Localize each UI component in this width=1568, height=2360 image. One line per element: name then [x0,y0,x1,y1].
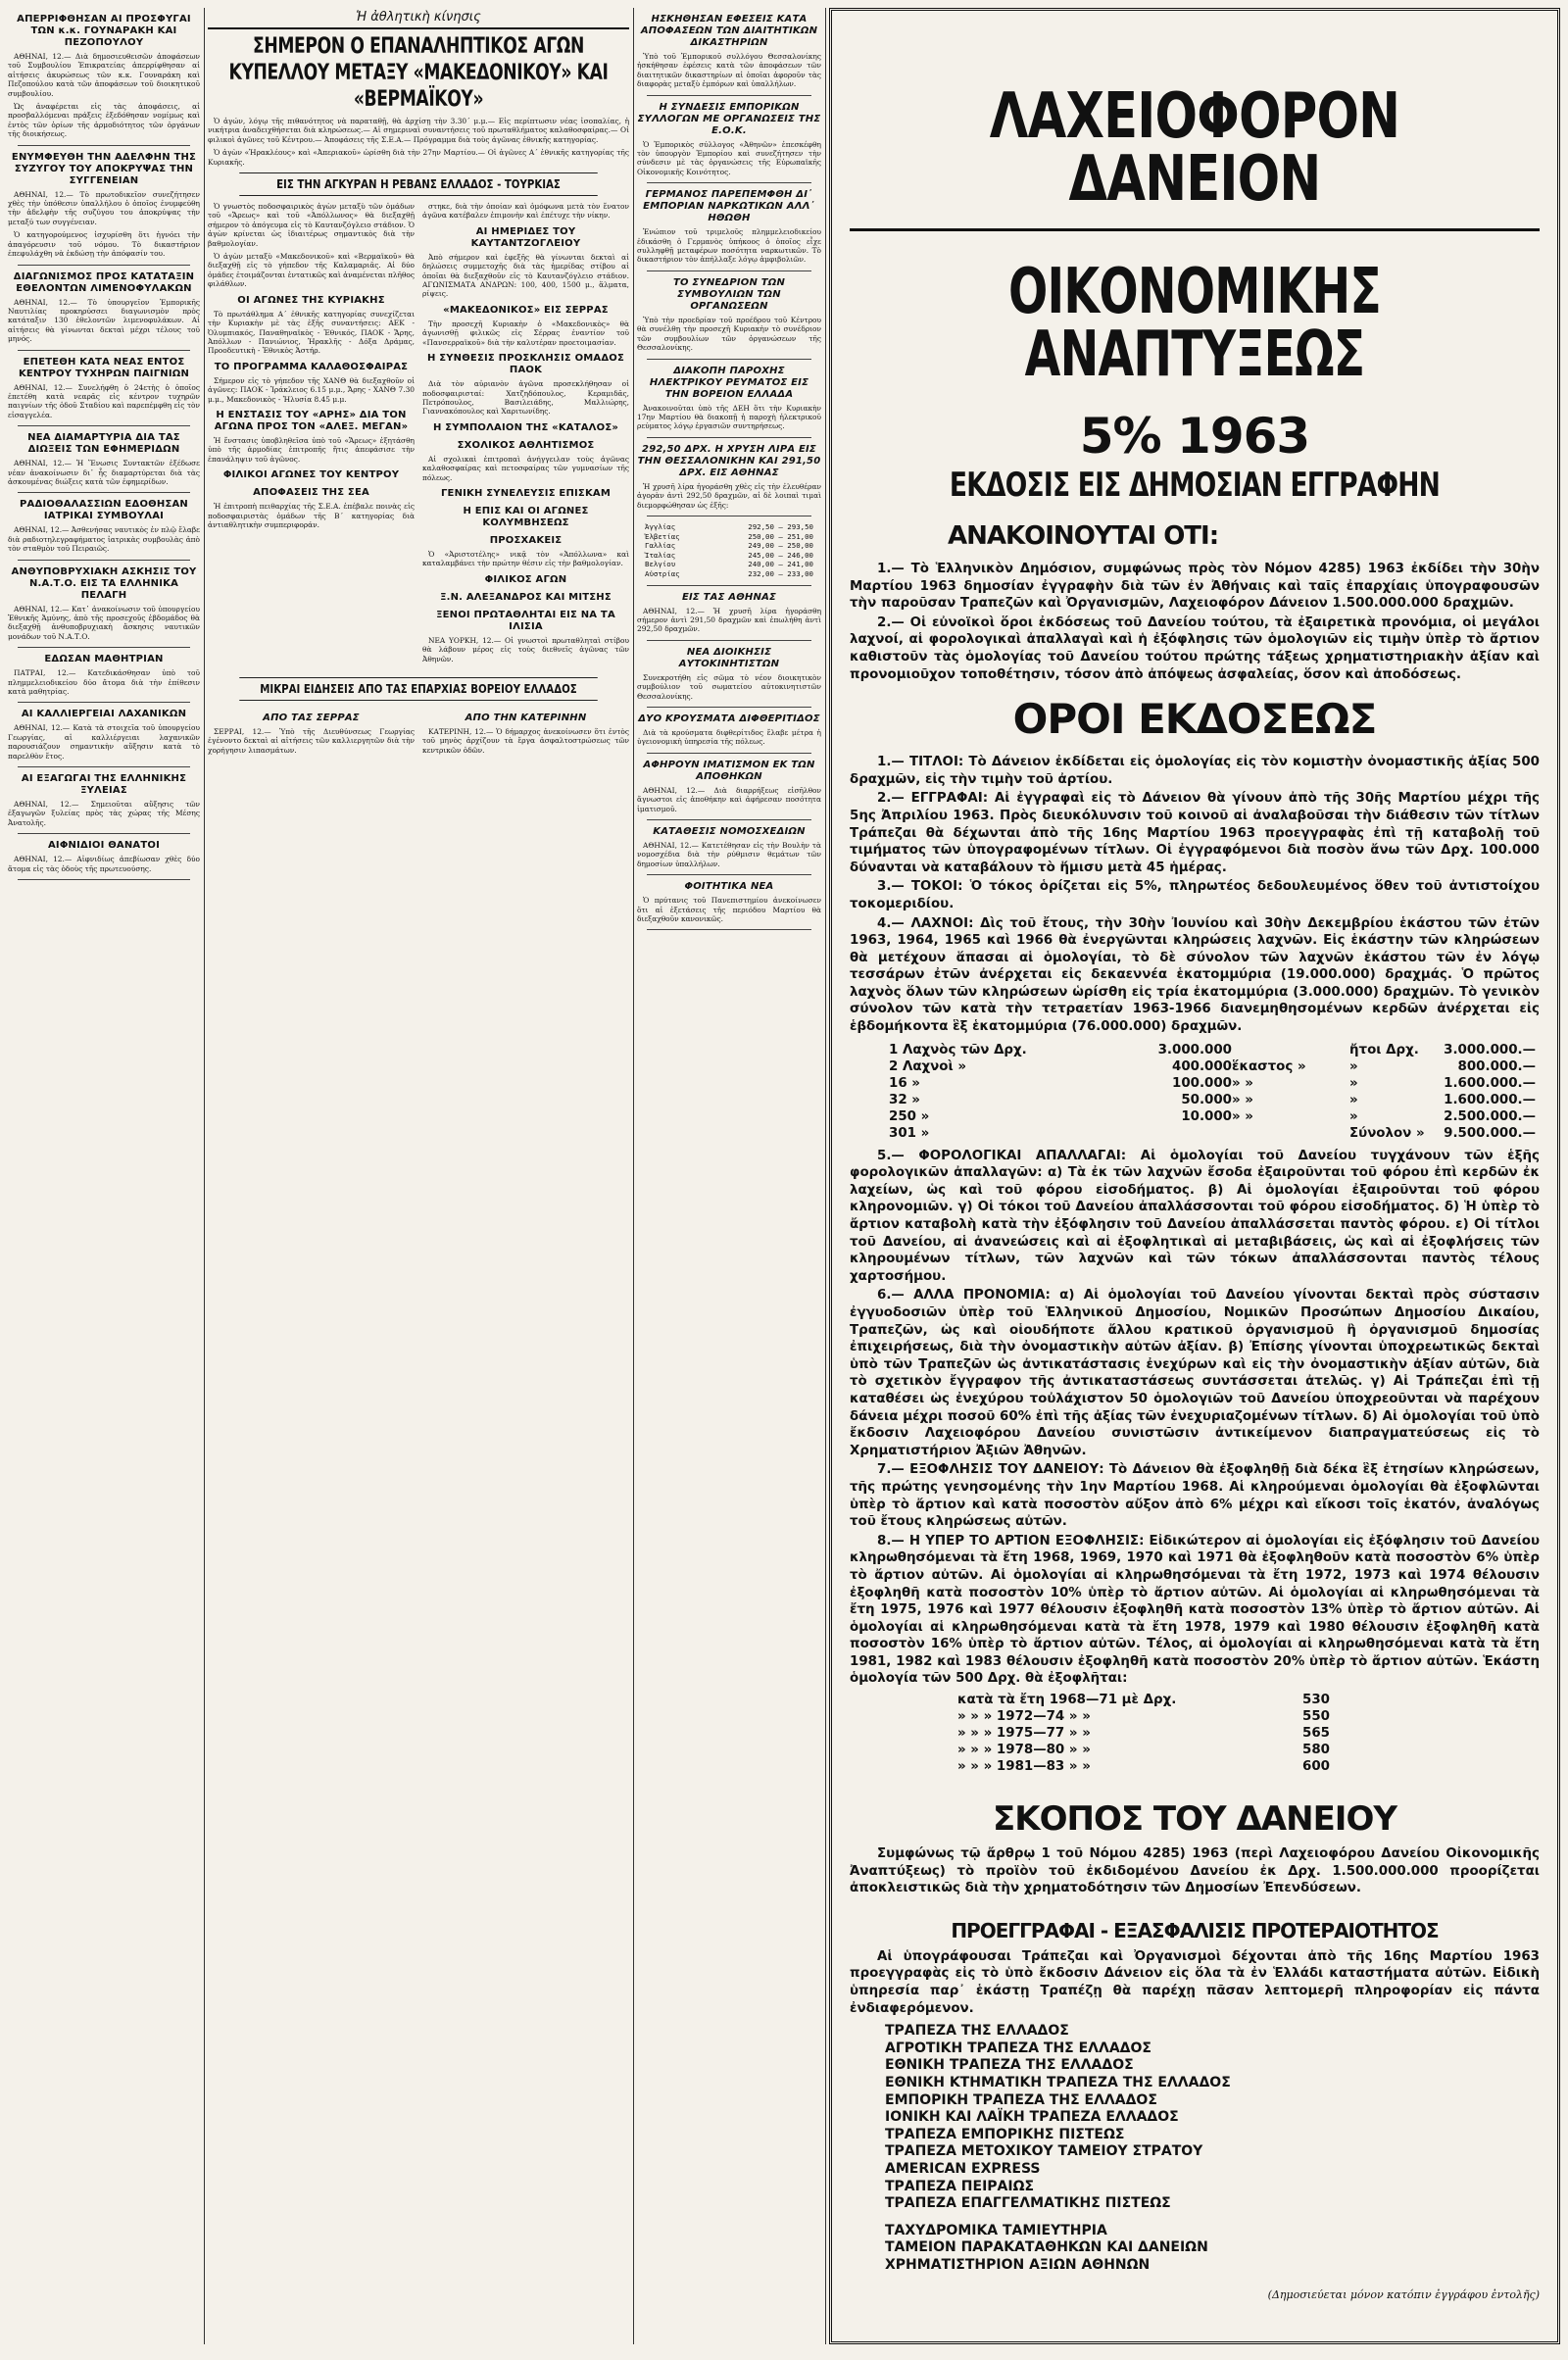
ad-announce: ΑΝΑΚΟΙΝΟΥΤΑΙ ΟΤΙ: [948,521,1219,551]
gold-price-row [645,551,813,561]
prize-cell: 800.000.— [1457,1058,1536,1074]
redemption-row [957,1758,1540,1775]
section-masthead: Ἡ ἀθλητικὴ κίνησις [208,8,629,29]
prize-cell: 1.600.000.— [1444,1075,1536,1091]
subhead: Η ΕΠΙΣ ΚΑΙ ΟΙ ΑΓΩΝΕΣ ΚΟΛΥΜΒΗΣΕΩΣ [463,505,589,528]
prize-cell: 301 » [889,1125,930,1141]
subhead: Ξ.Ν. ΑΛΕΞΑΝΔΡΟΣ ΚΑΙ ΜΙΤΣΗΣ [440,591,612,603]
ad-prereg-text: Αἱ ὑπογράφουσαι Τράπεζαι καὶ Ὀργανισμοὶ δέχονται ἀπὸ τῆς 16ης Μαρτίου 1963 προεγγραφὰς εἰς τὸ ὑπὸ ἔκδοσιν Δάνειον εἰς ὅλα τὰ ἐν Ἑλλάδι καταστήματα αὐτῶν. Εἰδικὴ ὑπηρεσία παρ᾿ ἑκάστῃ Τραπέζῃ θὰ παρέχῃ πᾶσαν λεπτομερῆ πληροφορίαν εἰς πάντα ἐνδιαφερόμενον. [850,1948,1540,2016]
redemption-table [957,1692,1540,1775]
prize-row [889,1058,1540,1075]
ad-term-paragraph: 4.— ΛΑΧΝΟΙ: Δὶς τοῦ ἔτους, τὴν 30ὴν Ἰουνίου καὶ 30ὴν Δεκεμβρίου ἑκάστου τῶν ἐτῶν 1963, 1964, 1965 καὶ 1966 θὰ ἐνεργῶνται κληρώσεις λαχνῶν. Εἰς ἑκάστην τῶν κληρώσεων θὰ μετέχουν ἅπασαι αἱ ὁμολογίαι, τὸ δὲ σύνολον τῶν λαχνῶν ἑκάστου τῶν ἐν λόγῳ τεσσάρων ἐτῶν ἀνέρχεται εἰς δεκαεννέα ἑκατομμύρια (19.000.000) δραχμάς. Ὁ πρῶτος λαχνὸς ὅλων τῶν κληρώσεων ὡρίσθη εἰς τρία ἑκατομμύρια (3.000.000) δραχμῶν. Τὸ γενικὸν σύνολον τῶν κατὰ τὴν τετραετίαν 1963-1966 διανεμηθησομένων κερδῶν ἀνέρχεται εἰς ἑβδομήκοντα ἓξ ἑκατομμύρια (76.000.000) δραχμῶν. [850,915,1540,1035]
article-text: Ὑπὸ τὴν προεδρίαν τοῦ προέδρου τοῦ Κέντρου θὰ συνέλθῃ τὴν προσεχῆ Κυριακὴν τὸ συνέδριον τῶν συμβουλίων τῶν ὀργανώσεων τῆς Θεσσαλονίκης. [637,315,821,353]
article-divider [18,647,190,648]
article-title: ΑΠΕΡΡΙΦΘΗΣΑΝ ΑΙ ΠΡΟΣΦΥΓΑΙ ΤΩΝ κ.κ. ΓΟΥΝΑΡΑΚΗ ΚΑΙ ΠΕΖΟΠΟΥΛΟΥ [17,14,191,48]
article-text: Ἀπὸ σήμερον καὶ ἐφεξῆς θὰ γίνωνται δεκταὶ αἱ δηλώσεις συμμετοχῆς διὰ τὰς ἡμερίδας στίβου αἱ ὁποῖαι θὰ διεξαχθοῦν εἰς τὸ Καυτανζόγλειο στάδιον. ΑΓΩΝΙΣΜΑΤΑ ΑΝΔΡΩΝ: 100, 400, 1500 μ., ἅλματα, ρίψεις. [422,252,629,299]
underwriting-banks [885,2023,1540,2213]
article-divider [18,350,190,351]
redemption-amount: 550 [1302,1709,1330,1725]
prize-cell: 1 Λαχνὸς τῶν Δρχ. [889,1042,1027,1057]
column-rule [204,8,205,2344]
gold-coin-name: Γαλλίας [645,541,676,551]
ad-title-economic-development: ΟΙΚΟΝΟΜΙΚΗΣ ΑΝΑΠΤΥΞΕΩΣ [1007,256,1382,391]
subhead: ΟΙ ΑΓΩΝΕΣ ΤΗΣ ΚΥΡΙΑΚΗΣ [237,294,385,306]
column-briefs [8,8,200,2344]
article-divider [647,359,811,360]
article-divider [647,437,811,438]
newspaper-page [8,8,1560,2344]
bank-name: AMERICAN EXPRESS [885,2160,1041,2177]
prize-row [889,1108,1540,1125]
article-text: ΑΘΗΝΑΙ, 12.— Κατ᾿ ἀνακοίνωσιν τοῦ ὑπουργείου Ἐθνικῆς Ἀμύνης, ἀπὸ τῆς προσεχοῦς ἑβδομάδος θὰ διεξαχθῇ ἀνθυποβρυχιακὴ ἄσκησις ναυτικῶν μονάδων τοῦ Ν.Α.Τ.Ο. [8,604,200,641]
subhead: Η ΕΝΣΤΑΣΙΣ ΤΟΥ «ΑΡΗΣ» ΔΙΑ ΤΟΝ ΑΓΩΝΑ ΠΡΟΣ ΤΟΝ «ΑΛΕΞ. ΜΕΓΑΝ» [214,409,409,432]
prize-cell: 50.000 [1181,1092,1232,1107]
article-title: Η ΣΥΝΔΕΣΙΣ ΕΜΠΟΡΙΚΩΝ ΣΥΛΛΟΓΩΝ ΜΕ ΟΡΓΑΝΩΣΕΙΣ ΤΗΣ Ε.Ο.Κ. [637,101,821,136]
subhead: Η ΣΥΝΘΕΣΙΣ ΠΡΟΣΚΛΗΣΙΣ ΟΜΑΔΟΣ ΠΑΟΚ [426,353,625,376]
redemption-period: κατὰ τὰ ἔτη 1968—71 μὲ Δρχ. [957,1693,1177,1708]
bank-name: ΤΡΑΠΕΖΑ ΠΕΙΡΑΙΩΣ [885,2178,1035,2194]
subhead: «ΜΑΚΕΔΟΝΙΚΟΣ» ΕΙΣ ΣΕΡΡΑΣ [443,304,609,316]
article-text: ΑΘΗΝΑΙ, 12.— Διὰ διαρρήξεως εἰσῆλθον ἄγνωστοι εἰς ἀποθήκην καὶ ἀφήρεσαν ποσότητα ἱματισμοῦ. [637,785,821,813]
article-text: Ἐνώπιον τοῦ τριμελοῦς πλημμελειοδικείου ἐδικάσθη ὁ Γερμανὸς ὑπήκοος ὁ ὁποῖος εἶχε συλληφθῇ μεταφέρων ποσότητα ναρκωτικῶν. Τὸ δικαστήριον τὸν ἀπήλλαξε λόγῳ ἀμφιβολιῶν. [637,227,821,265]
ad-term-paragraph: 3.— ΤΟΚΟΙ: Ὁ τόκος ὁρίζεται εἰς 5%, πληρωτέος δεδουλευμένος ὅθεν τοῦ ἀντιστοίχου τοκομεριδίου. [850,879,1540,911]
redemption-row [957,1692,1540,1708]
prize-cell: 2 Λαχνοὶ » [889,1058,967,1074]
subhead: ΤΟ ΠΡΟΓΡΑΜΜΑ ΚΑΛΑΘΟΣΦΑΙΡΑΣ [214,361,409,372]
article-title: ΝΕΑ ΔΙΟΙΚΗΣΙΣ ΑΥΤΟΚΙΝΗΤΙΣΤΩΝ [678,646,780,669]
redemption-amount: 580 [1302,1743,1330,1758]
institution-name: ΤΑΧΥΔΡΟΜΙΚΑ ΤΑΜΙΕΥΤΗΡΙΑ [885,2222,1107,2238]
article-title: ΔΙΑΓΩΝΙΣΜΟΣ ΠΡΟΣ ΚΑΤΑΤΑΞΙΝ ΕΘΕΛΟΝΤΩΝ ΛΙΜΕΝΟΦΥΛΑΚΩΝ [13,270,195,294]
lottery-prize-table [889,1042,1540,1142]
article-divider [647,182,811,183]
article-title: ΦΟΙΤΗΤΙΚΑ ΝΕΑ [684,881,774,893]
article-text: ΑΘΗΝΑΙ, 12.— Συνελήφθη ὁ 24ετὴς ὁ ὁποῖος ἐπετέθη κατὰ νεαρᾶς εἰς κέντρον τυχηρῶν παιγνίων τῆς ὁδοῦ Σταδίου καὶ παρεπέμφθη εἰς τὸν εἰσαγγελέα. [8,382,200,419]
sports-headline: ΣΗΜΕΡΟΝ Ο ΕΠΑΝΑΛΗΠΤΙΚΟΣ ΑΓΩΝ ΚΥΠΕΛΛΟΥ ΜΕΤΑΞΥ «ΜΑΚΕΔΟΝΙΚΟΥ» ΚΑΙ «ΒΕΡΜΑΪΚΟΥ» [228,34,609,112]
article-divider [18,560,190,561]
prize-cell: ἕκαστος » [1232,1058,1306,1074]
prize-cell: 2.500.000.— [1444,1108,1536,1124]
ad-term-paragraph: 5.— ΦΟΡΟΛΟΓΙΚΑΙ ΑΠΑΛΛΑΓΑΙ: Αἱ ὁμολογίαι τοῦ Δανείου τυγχάνουν τῶν ἑξῆς φορολογικῶν ἀπαλλαγῶν: α) Τὰ ἐκ τῶν λαχνῶν ἔσοδα ἐξαιροῦνται τοῦ φόρου ἐπὶ κερδῶν ἐκ λαχείων, ὡς καὶ τοῦ φόρου εἰσοδήματος. β) Αἱ ὁμολογίαι ἐξαιροῦνται τοῦ φόρου κληρονομιῶν. γ) Οἱ τόκοι τοῦ Δανείου ἀπαλλάσσονται τοῦ φόρου εἰσοδήματος. δ) Ἡ ὑπὲρ τὸ ἄρτιον καταβολὴ κατὰ τὴν ἐξόφλησιν τοῦ Δανείου ἀπαλλάσσεται παντὸς φόρου. ε) Οἱ τίτλοι τοῦ Δανείου, αἱ ἀνανεώσεις καὶ αἱ ἐξοφλητικαὶ αἱ μεταβιβάσεις, ὡς καὶ αἱ ἐξοφλήσεις τῶν κληρουμένων τίτλων, τῶν λαχνῶν καὶ τῶν τόκων ἀπαλλάσσονται παντὸς τέλους χαρτοσήμου. [850,1148,1540,1284]
article-text: Ὡς ἀναφέρεται εἰς τὰς ἀποφάσεις, αἱ προσβαλλόμεναι πράξεις ἐξεδόθησαν νομίμως καὶ ἐντὸς τῶν ὁρίων τῆς ἁρμοδιότητος τῶν ὀργάνων τῆς διοικήσεως. [8,102,200,139]
subhead: ΦΙΛΙΚΟΙ ΑΓΩΝΕΣ ΤΟΥ ΚΕΝΤΡΟΥ [222,469,400,481]
prize-row [889,1125,1540,1142]
regional-text-serres: ΣΕΡΡΑΙ, 12.— Ὑπὸ τῆς Διευθύνσεως Γεωργίας ἐγένοντο δεκταὶ αἱ αἰτήσεις τῶν καλλιεργητῶν διὰ τὴν χορήγησιν λιπασμάτων. [208,726,415,755]
redemption-amount: 565 [1302,1726,1330,1742]
lead-text: Ὁ ἀγών, λόγῳ τῆς πιθανότητος νὰ παραταθῇ, θὰ ἀρχίσῃ τὴν 3.30΄ μ.μ.— Εἰς περίπτωσιν νέας ἰσοπαλίας, ἡ νικήτρια ἀναδειχθήσεται διὰ κληρώσεως.— Αἱ σημεριναὶ συναντήσεις τοῦ πρωταθλήματος καλαθοσφαίρας.— Οἱ φιλικοὶ ἀγῶνες τοῦ Κέντρου.— Ἀποφάσεις τῆς Σ.Ε.Α.— Πρόγραμμα διὰ τοὺς ἀγῶνας ἐθνικῆς κατηγορίας. [208,117,629,144]
prize-cell: » [1349,1108,1358,1124]
article-divider [647,707,811,708]
ad-title-lottery-loan: ΛΑΧΕΙΟΦΟΡΟΝ ΔΑΝΕΙΟΝ [989,80,1400,216]
ad-prereg-title: ΠΡΟΕΓΓΡΑΦΑΙ - ΕΞΑΣΦΑΛΙΣΙΣ ΠΡΟΤΕΡΑΙΟΤΗΤΟΣ [951,1918,1439,1942]
article-title: ΤΟ ΣΥΝΕΔΡΙΟΝ ΤΩΝ ΣΥΜΒΟΥΛΙΩΝ ΤΩΝ ΟΡΓΑΝΩΣΕΩΝ [672,276,786,312]
prize-cell: 100.000 [1172,1075,1232,1091]
article-text: Ὁ «Ἀριστοτέλης» νικᾷ τὸν «Ἀπόλλωνα» καὶ καταλαμβάνει τὴν πρώτην θέσιν εἰς τὴν βαθμολογίαν. [422,549,629,568]
prize-cell [1232,1125,1349,1142]
gold-price-row [645,560,813,569]
article-title: ΔΥΟ ΚΡΟΥΣΜΑΤΑ ΔΙΦΘΕΡΙΤΙΔΟΣ [638,713,820,724]
article-divider [18,492,190,493]
prize-cell: ἤτοι Δρχ. [1349,1042,1419,1057]
article-title: ΑΙ ΚΑΛΛΙΕΡΓΕΙΑΙ ΛΑΧΑΝΙΚΩΝ [21,709,187,720]
ad-terms-title: ΟΡΟΙ ΕΚΔΟΣΕΩΣ [1012,695,1377,744]
article-text: ΑΘΗΝΑΙ, 12.— Διὰ δημοσιευθεισῶν ἀποφάσεων τοῦ Συμβουλίου Ἐπικρατείας ἀπερρίφθησαν αἱ αἰτήσεις ἀκυρώσεως τῶν κ.κ. Γουναράκη καὶ Πεζοπούλου κατὰ τῶν ἀποφάσεων τοῦ διοικητικοῦ συμβουλίου. [8,52,200,98]
column-rule [633,8,634,2344]
article-divider [647,819,811,820]
bank-name: ΤΡΑΠΕΖΑ ΤΗΣ ΕΛΛΑΔΟΣ [885,2023,1069,2040]
subhead: Η ΣΥΜΠΟΛΑΙΟΝ ΤΗΣ «ΚΑΤΑΛΟΣ» [432,421,619,433]
article-text: Διὰ τὰ κρούσματα διφθερίτιδος ἔλαβε μέτρα ἡ ὑγειονομικὴ ὑπηρεσία τῆς πόλεως. [637,727,821,747]
prize-cell: 400.000 [1172,1058,1232,1074]
article-text: ΑΘΗΝΑΙ, 12.— Κατὰ τὰ στοιχεῖα τοῦ ὑπουργείου Γεωργίας, αἱ καλλιέργειαι λαχανικῶν παρουσιάζουν σημαντικὴν αὔξησιν κατὰ τὸ παρελθὸν ἔτος. [8,723,200,761]
prize-cell: 3.000.000.— [1444,1042,1536,1057]
prize-cell: 1.600.000.— [1444,1092,1536,1107]
article-divider [18,425,190,426]
gold-coin-name: Ἰταλίας [645,550,676,560]
article-title: ΗΣΚΗΘΗΣΑΝ ΕΦΕΣΕΙΣ ΚΑΤΑ ΑΠΟΦΑΣΕΩΝ ΤΩΝ ΔΙΑΙΤΗΤΙΚΩΝ ΔΙΚΑΣΤΗΡΙΩΝ [640,14,818,48]
article-text: Ὑπὸ τοῦ Ἐμπορικοῦ συλλόγου Θεσσαλονίκης ἠσκήθησαν ἐφέσεις κατὰ τῶν ἀποφάσεων τῶν διαιτητικῶν δικαστηρίων αἱ ὁποῖαι ἀφοροῦν τὰς διαφορὰς μεταξὺ ἐμπόρων καὶ ὑπαλλήλων. [637,52,821,89]
regional-title-katerini: ΑΠΟ ΤΗΝ ΚΑΤΕΡΙΝΗΝ [465,712,587,723]
article-text: ΑΘΗΝΑΙ, 12.— Τὸ ὑπουργεῖον Ἐμπορικῆς Ναυτιλίας προκηρύσσει διαγωνισμὸν πρὸς κατάταξιν 130 ἐθελοντῶν λιμενοφυλάκων. Αἱ αἰτήσεις θὰ γίνωνται δεκταὶ μέχρι τέλους τοῦ μηνός. [8,297,200,344]
column-sports [208,8,629,2344]
regional-title-serres: ΑΠΟ ΤΑΣ ΣΕΡΡΑΣ [263,712,360,723]
sports-subheadline: ΕΙΣ ΤΗΝ ΑΓΚΥΡΑΝ Η ΡΕΒΑΝΣ ΕΛΛΑΔΟΣ - ΤΟΥΡΚΙΑΣ [239,172,598,196]
article-text: Συνεκροτήθη εἰς σῶμα τὸ νέον διοικητικὸν συμβούλιον τοῦ σωματείου αὐτοκινητιστῶν Θεσσαλονίκης. [637,672,821,701]
prize-cell: 16 » [889,1075,920,1091]
article-text: ΑΘΗΝΑΙ, 12.— Ἀσθενήσας ναυτικὸς ἐν πλῷ ἔλαβε διὰ ραδιοτηλεγραφήματος ἰατρικὰς συμβουλὰς ἀπὸ τὸν σταθμὸν τοῦ Πειραιῶς. [8,525,200,554]
gold-coin-name: Ἀγγλίας [645,521,676,531]
article-text: Τὸ πρωτάθλημα Α΄ ἐθνικῆς κατηγορίας συνεχίζεται τὴν Κυριακὴν μὲ τὰς ἑξῆς συναντήσεις: ΑΕΚ - Ὀλυμπιακός, Παναθηναϊκὸς - Ἐθνικός, ΠΑΟΚ - Ἄρης, Ἀπόλλων - Πανιώνιος, Ἡρακλῆς - Δόξα Δράμας, Προοδευτικὴ - Ἐθνικὸς Ἀστήρ. [208,309,415,356]
bank-name: ΤΡΑΠΕΖΑ ΕΠΑΓΓΕΛΜΑΤΙΚΗΣ ΠΙΣΤΕΩΣ [885,2195,1171,2212]
institution-name: ΧΡΗΜΑΤΙΣΤΗΡΙΟΝ ΑΞΙΩΝ ΑΘΗΝΩΝ [885,2256,1151,2273]
ad-term-paragraph: 2.— ΕΓΓΡΑΦΑΙ: Αἱ ἐγγραφαὶ εἰς τὸ Δάνειον θὰ γίνουν ἀπὸ τῆς 30ῆς Μαρτίου μέχρι τῆς 5ης Ἀπριλίου 1963. Πρὸς διευκόλυνσιν τοῦ κοινοῦ αἱ ἀναλαβοῦσαι τὴν διάθεσιν τῶν τίτλων Τράπεζαι θὰ δέχωνται ἀπὸ τῆς 16ης Μαρτίου 1963 προεγγραφὰς ἐπὶ τῇ καταβολῇ τοῦ τιμήματος τῶν ὑπογραφομένων τίτλων. Οἱ ἐγγραφόμενοι διὰ ποσὸν ἄνω τῶν Δρχ. 100.000 δύνανται νὰ καταβάλουν τὸ ἥμισυ μετὰ 45 ἡμέρας. [850,791,1540,875]
ad-term-paragraph: 6.— ΑΛΛΑ ΠΡΟΝΟΜΙΑ: α) Αἱ ὁμολογίαι τοῦ Δανείου γίνονται δεκταὶ πρὸς σύστασιν ἐγγυοδοσιῶν ὑπὲρ τοῦ Ἑλληνικοῦ Δημοσίου, Νομικῶν Προσώπων Δημοσίου Δικαίου, Τραπεζῶν, ὡς καὶ οἱουδήποτε ἄλλου κρατικοῦ ὀργανισμοῦ ἢ ὀργανισμοῦ δημοσίας ἐπιχειρήσεως, διὰ τὴν ὀνομαστικὴν αὐτῶν ἀξίαν. β) Ἐπίσης γίνονται ὑποχρεωτικῶς δεκταὶ ὑπὸ τῶν Τραπεζῶν ὡς ἀντικατάστασις ἐνεχύρων καὶ εἰς τὴν ὀνομαστικὴν ἀξίαν αὐτῶν, διὰ τὸ σχετικὸν ἔγγραφον τῆς ἀντικαταστάσεως συντάσσεται ἀτελῶς. γ) Αἱ Τράπεζαι ἐπὶ τῇ καταθέσει ὡς ἐνεχύρου τοὐλάχιστον 50 ὁμολογιῶν τοῦ Δανείου ὑποχρεοῦνται νὰ παρέχουν δάνεια μέχρι ποσοῦ 60% ἐπὶ τῆς ἀξίας τῶν ἐνεχυριαζομένων τίτλων. δ) Αἱ ὁμολογίαι τοῦ ὑπὸ ἔκδοσιν Λαχειοφόρου Δανείου συνιστῶσιν ἀντικείμενον διαπραγματεύσεως εἰς τὸ Χρηματιστήριον Ἀξιῶν Ἀθηνῶν. [850,1288,1540,1458]
ad-rate: 5% 1963 [1079,408,1310,465]
article-title: ΑΝΘΥΠΟΒΡΥΧΙΑΚΗ ΑΣΚΗΣΙΣ ΤΟΥ Ν.Α.Τ.Ο. ΕΙΣ ΤΑ ΕΛΛΗΝΙΚΑ ΠΕΛΑΓΗ [11,565,197,601]
article-divider [18,766,190,767]
gold-price-row [645,522,813,532]
prize-cell: 250 » [889,1108,930,1124]
redemption-row [957,1725,1540,1742]
subhead: ΠΡΟΣΧΑΚΕΙΣ [489,534,563,546]
article-text: ΑΘΗΝΑΙ, 12.— Τὸ πρωτοδικεῖον συνεζήτησεν χθὲς τὴν ὑπόθεσιν ὑπαλλήλου ὁ ὁποῖος ἐνυμφεύθη τὴν ἀδελφὴν τῆς συζύγου του ἀποκρύψας τὴν μεταξύ των συγγένειαν. [8,189,200,226]
article-divider [18,702,190,703]
column-rule [825,8,826,2344]
article-title: ΕΙΣ ΤΑΣ ΑΘΗΝΑΣ [681,591,777,603]
article-title: 292,50 ΔΡΧ. Η ΧΡΥΣΗ ΛΙΡΑ ΕΙΣ ΤΗΝ ΘΕΣΣΑΛΟΝΙΚΗΝ ΚΑΙ 291,50 ΔΡΧ. ΕΙΣ ΑΘΗΝΑΣ [637,443,821,478]
subhead: ΓΕΝΙΚΗ ΣΥΝΕΛΕΥΣΙΣ ΕΠΙΣΚΑΜ [440,487,612,499]
article-divider [18,265,190,266]
redemption-period: » » » 1972—74 » » [957,1709,1091,1725]
article-text: ΑΘΗΝΑΙ, 12.— Κατετέθησαν εἰς τὴν Βουλὴν τὰ νομοσχέδια διὰ τὴν ρύθμισιν θεμάτων τῶν δημοσίων ὑπαλλήλων. [637,840,821,868]
gold-price-row [645,532,813,542]
ad-divider [850,228,1540,231]
subhead: ΑΠΟΦΑΣΕΙΣ ΤΗΣ ΣΕΑ [253,487,369,499]
article-text: ΝΕΑ ΥΟΡΚΗ, 12.— Οἱ γνωστοὶ πρωταθληταὶ στίβου θὰ λάβουν μέρος εἰς τοὺς διεθνεῖς ἀγῶνας τῶν Ἀθηνῶν. [422,635,629,664]
sports-left [208,202,415,667]
article-text: Ἡ χρυσῆ λίρα ἠγοράσθη χθὲς εἰς τὴν ἐλευθέραν ἀγορὰν ἀντὶ 292,50 δραχμῶν, αἱ δὲ λοιπαὶ τιμαὶ διεμορφώθησαν ὡς ἑξῆς: [637,481,821,510]
redemption-period: » » » 1981—83 » » [957,1759,1091,1775]
regional-news [208,707,629,759]
prize-cell: 32 » [889,1092,920,1107]
article-title: ΑΙ ΕΞΑΓΩΓΑΙ ΤΗΣ ΕΛΛΗΝΙΚΗΣ ΞΥΛΕΙΑΣ [21,773,187,797]
article-text: ΑΘΗΝΑΙ, 12.— Ἡ χρυσῆ λίρα ἠγοράσθη σήμερον ἀντὶ 291,50 δραχμῶν καὶ ἐπωλήθη ἀντὶ 292,50 δραχμῶν. [637,606,821,634]
bank-name: ΕΘΝΙΚΗ ΤΡΑΠΕΖΑ ΤΗΣ ΕΛΛΑΔΟΣ [885,2057,1134,2074]
article-title: ΑΦΗΡΟΥΝ ΙΜΑΤΙΣΜΟΝ ΕΚ ΤΩΝ ΑΠΟΘΗΚΩΝ [643,759,815,782]
article-divider [647,585,811,586]
article-title: ΚΑΤΑΘΕΣΙΣ ΝΟΜΟΣΧΕΔΙΩΝ [653,825,806,837]
gold-price-table [645,522,813,579]
ad-purpose-text: Συμφώνως τῷ ἄρθρῳ 1 τοῦ Νόμου 4285) 1963 (περὶ Λαχειοφόρου Δανείου Οἰκονομικῆς Ἀναπτύξεως) τὸ προϊὸν τοῦ ἐκδιδομένου Δανείου ἐκ Δρχ. 1.500.000.000 προορίζεται ἀποκλειστικῶς διὰ τὴν χρηματοδότησιν τῶν Δημοσίων Ἐπενδύσεων. [850,1846,1540,1896]
prize-cell: 10.000 [1181,1108,1232,1124]
redemption-amount: 600 [1302,1759,1330,1775]
regional-text-katerini: ΚΑΤΕΡΙΝΗ, 12.— Ὁ δήμαρχος ἀνεκοίνωσεν ὅτι ἐντὸς τοῦ μηνὸς ἀρχίζουν τὰ ἔργα ἀσφαλτοστρώσεως τῶν κεντρικῶν ὁδῶν. [422,726,629,755]
ad-subscription: ΕΚΔΟΣΙΣ ΕΙΣ ΔΗΜΟΣΙΑΝ ΕΓΓΡΑΦΗΝ [949,466,1441,505]
article-text: ΑΘΗΝΑΙ, 12.— Ἡ Ἕνωσις Συντακτῶν ἐξέδωσε νέαν ἀνακοίνωσιν δι᾿ ἧς διαμαρτύρεται διὰ τὰς ἀσκουμένας διώξεις κατὰ τῶν ἐφημερίδων. [8,459,200,486]
gold-coin-name: Βελγίου [645,560,676,569]
article-title: ΕΝΥΜΦΕΥΘΗ ΤΗΝ ΑΔΕΛΦΗΝ ΤΗΣ ΣΥΖΥΓΟΥ ΤΟΥ ΑΠΟΚΡΥΨΑΣ ΤΗΝ ΣΥΓΓΕΝΕΙΑΝ [11,151,197,186]
ad-intro-paragraph: 2.— Οἱ εὐνοϊκοὶ ὅροι ἐκδόσεως τοῦ Δανείου τούτου, τὰ ἐξαιρετικὰ προνόμια, οἱ μεγάλοι λαχνοί, αἱ φορολογικαὶ ἀπαλλαγαὶ καὶ ἡ ἐξόφλησις τῶν ὁμολογιῶν εἰς τιμὴν ὑπὲρ τὸ ἄρτιον καθιστοῦν τὰς ὁμολογίας τοῦ Δανείου τούτου πρώτης τάξεως χρηματιστηριακὴν ἀξίαν καὶ προνομιοῦχον τοποθέτησιν, τόσον ἀπὸ ἀπόψεως ἀσφαλείας, ὅσον καὶ ἀποδόσεως. [850,615,1540,682]
ad-term-paragraph: 8.— Η ΥΠΕΡ ΤΟ ΑΡΤΙΟΝ ΕΞΟΦΛΗΣΙΣ: Εἰδικώτερον αἱ ὁμολογίαι εἰς ἐξόφλησιν τοῦ Δανείου κληρωθησόμεναι τὰ ἔτη 1968, 1969, 1970 καὶ 1971 θὰ ἐξοφληθοῦν κατὰ ποσοστὸν 6% ὑπὲρ τὸ ἄρτιον αὐτῶν. Αἱ ὁμολογίαι αἱ κληρωθησόμεναι τὰ ἔτη 1972, 1973 καὶ 1974 θέλουσιν ἐξοφληθῆ κατὰ ποσοστὸν 10% ὑπὲρ τὸ ἄρτιον αὐτῶν. Αἱ ὁμολογίαι αἱ κληρωθησόμεναι τὰ ἔτη 1975, 1976 καὶ 1977 θέλουσιν ἐξοφληθῆ κατὰ ποσοστὸν 13% ὑπὲρ τὸ ἄρτιον αὐτῶν. Αἱ ὁμολογίαι αἱ κληρωθησόμεναι κατὰ τὰ ἔτη 1978, 1979 καὶ 1980 θέλουσιν ἐξοφληθῆ κατὰ ποσοστὸν 16% ὑπὲρ τὸ ἄρτιον αὐτῶν. Τέλος, αἱ ὁμολογίαι αἱ κληρωθησόμεναι κατὰ τὰ ἔτη 1981, 1982 καὶ 1983 θέλουσιν ἐξοφληθῆ κατὰ ποσοστὸν 20% ὑπὲρ τὸ ἄρτιον αὐτῶν. Ἑκάστη ὁμολογία τῶν 500 Δρχ. θὰ ἐξοφλῆται: [850,1533,1540,1687]
article-title: ΓΕΡΜΑΝΟΣ ΠΑΡΕΠΕΜΦΘΗ ΔΙ᾿ ΕΜΠΟΡΙΑΝ ΝΑΡΚΩΤΙΚΩΝ ΑΛΛ᾿ ΗΘΩΘΗ [643,189,815,224]
article-text: Ὁ πρύτανις τοῦ Πανεπιστημίου ἀνεκοίνωσεν ὅτι αἱ ἐξετάσεις τῆς περιόδου Μαρτίου θὰ διεξαχθοῦν κανονικῶς. [637,896,821,923]
article-title: ΡΑΔΙΟΘΑΛΑΣΣΙΩΝ ΕΔΟΘΗΣΑΝ ΙΑΤΡΙΚΑΙ ΣΥΜΒΟΥΛΑΙ [20,499,188,522]
gold-price-row [645,541,813,551]
bank-name: ΕΘΝΙΚΗ ΚΤΗΜΑΤΙΚΗ ΤΡΑΠΕΖΑ ΤΗΣ ΕΛΛΑΔΟΣ [885,2075,1231,2090]
article-divider [647,753,811,754]
article-text: ΠΑΤΡΑΙ, 12.— Κατεδικάσθησαν ὑπὸ τοῦ πλημμελειοδικείου δύο ἄτομα διὰ τὴν ἐπίθεσιν κατὰ μαθητρίας. [8,668,200,697]
redemption-row [957,1742,1540,1758]
gold-coin-price: 249,00 — 250,00 [748,541,813,551]
prize-row [889,1075,1540,1092]
redemption-row [957,1708,1540,1725]
prize-row [889,1092,1540,1108]
subhead: ΦΙΛΙΚΟΣ ΑΓΩΝ [484,573,567,585]
article-text: Ὁ γνωστὸς ποδοσφαιρικὸς ἀγὼν μεταξὺ τῶν ὁμάδων τοῦ «Ἄρεως» καὶ τοῦ «Ἀπόλλωνος» θὰ διεξαχθῇ σήμερον τὸ ἀπόγευμα εἰς τὸ Καυτανζόγλειο στάδιον. Ὁ ἀγὼν κρίνεται ὡς ἰδιαιτέρως σημαντικὸς διὰ τὴν βαθμολογίαν. [208,202,415,248]
article-title: ΕΔΩΣΑΝ ΜΑΘΗΤΡΙΑΝ [44,654,164,665]
ad-term-paragraph: 7.— ΕΞΟΦΛΗΣΙΣ ΤΟΥ ΔΑΝΕΙΟΥ: Τὸ Δάνειον θὰ ἐξοφληθῇ διὰ δέκα ἓξ ἐτησίων κληρώσεων, τῆς πρώτης γενησομένης τὴν 1ην Μαρτίου 1968. Αἱ κληρούμεναι ὁμολογίαι θὰ ἐξοφλῶνται ὑπὲρ τὸ ἄρτιον καὶ κατὰ ποσοστὸν αὔξον ἀπὸ 6% μέχρι καὶ εἴκοσι τοῖς ἑκατόν, ἀναλόγως τοῦ ἔτους κληρώσεως αὐτῶν. [850,1462,1540,1530]
gold-coin-price: 250,00 — 251,00 [748,531,813,541]
gold-price-row [645,569,813,579]
gold-coin-price: 232,00 — 233,00 [748,568,813,578]
article-text: ΑΘΗΝΑΙ, 12.— Σημειοῦται αὔξησις τῶν ἐξαγωγῶν ξυλείας πρὸς τὰς χώρας τῆς Μέσης Ἀνατολῆς. [8,800,200,827]
article-title: ΑΙΦΝΙΔΙΟΙ ΘΑΝΑΤΟΙ [47,840,160,852]
bank-name: ΕΜΠΟΡΙΚΗ ΤΡΑΠΕΖΑ ΤΗΣ ΕΛΛΑΔΟΣ [885,2091,1157,2108]
bank-name: ΤΡΑΠΕΖΑ ΜΕΤΟΧΙΚΟΥ ΤΑΜΕΙΟΥ ΣΤΡΑΤΟΥ [885,2143,1203,2160]
sports-right [422,202,629,667]
prize-cell: Σύνολον » [1349,1125,1425,1141]
article-divider [18,145,190,146]
gold-coin-price: 240,00 — 241,00 [748,560,813,569]
prize-row [889,1042,1540,1058]
prize-cell: » [1349,1075,1358,1091]
article-text: στηκε, διὰ τὴν ὁποίαν καὶ ὁμόφωνα μετὰ τὸν ἔνατον ἀγῶνα κατέβαλεν ἐπιμονὴν καὶ ἐπέτυχε τὴν νίκην. [422,202,629,221]
article-text: Ὁ κατηγορούμενος ἰσχυρίσθη ὅτι ἠγνόει τὴν ἀπαγόρευσιν τοῦ νόμου. Τὸ δικαστήριον ἐπεφυλάχθη νὰ ἐκδώσῃ τὴν ἀπόφασίν του. [8,230,200,259]
article-divider [18,879,190,880]
subhead: ΞΕΝΟΙ ΠΡΩΤΑΘΛΗΤΑΙ ΕΙΣ ΝΑ ΤΑ ΙΛΙΣΙΑ [436,609,615,632]
redemption-amount: 530 [1302,1693,1330,1708]
ad-purpose-title: ΣΚΟΠΟΣ ΤΟΥ ΔΑΝΕΙΟΥ [993,1799,1396,1840]
article-divider [647,929,811,930]
subhead: ΣΧΟΛΙΚΟΣ ΑΘΛΗΤΙΣΜΟΣ [457,439,595,451]
redemption-period: » » » 1975—77 » » [957,1726,1091,1742]
gold-coin-price: 292,50 — 293,50 [748,521,813,531]
article-divider [647,270,811,271]
ad-term-paragraph: 1.— ΤΙΤΛΟΙ: Τὸ Δάνειον ἐκδίδεται εἰς ὁμολογίας εἰς τὸν κομιστὴν ὀνομαστικῆς ἀξίας 500 δραχμῶν, εἰς τὴν τιμὴν τοῦ ἀρτίου. [850,755,1540,787]
article-text: ΑΘΗΝΑΙ, 12.— Αἰφνιδίως ἀπεβίωσαν χθὲς δύο ἄτομα εἰς τὰς ὁδοὺς τῆς πρωτευούσης. [8,855,200,873]
prize-cell [1232,1042,1349,1058]
regional-news-headline: ΜΙΚΡΑΙ ΕΙΔΗΣΕΙΣ ΑΠΟ ΤΑΣ ΕΠΑΡΧΙΑΣ ΒΟΡΕΙΟΥ ΕΛΛΑΔΟΣ [239,677,598,701]
article-text: Σήμερον εἰς τὸ γήπεδον τῆς ΧΑΝΘ θὰ διεξαχθοῦν οἱ ἀγῶνες: ΠΑΟΚ - Ἰράκλειος 6.15 μ.μ., Ἄρης - ΧΑΝΘ 7.30 μ.μ., Μακεδονικὸς - Ἠλυσία 8.45 μ.μ. [208,375,415,404]
prize-cell: » » [1232,1075,1253,1091]
article-text: Ὁ ἀγὼν μεταξὺ «Μακεδονικοῦ» καὶ «Βερμαϊκοῦ» θὰ διεξαχθῇ εἰς τὸ γήπεδον τῆς Καλαμαριᾶς. Αἱ δύο ὁμάδες ἐτοιμάζονται ἐντατικῶς καὶ ἀναμένεται πλῆθος φιλάθλων. [208,252,415,289]
prize-cell: » [1349,1092,1358,1107]
ad-frame [829,8,1560,2344]
prize-cell: 9.500.000.— [1444,1125,1536,1141]
article-title: ΕΠΕΤΕΘΗ ΚΑΤΑ ΝΕΑΣ ΕΝΤΟΣ ΚΕΝΤΡΟΥ ΤΥΧΗΡΩΝ ΠΑΙΓΝΙΩΝ [18,356,190,379]
prize-cell: 3.000.000 [1157,1042,1232,1057]
prize-cell: » » [1232,1092,1253,1107]
bank-name: ΙΟΝΙΚΗ ΚΑΙ ΛΑΪΚΗ ΤΡΑΠΕΖΑ ΕΛΛΑΔΟΣ [885,2109,1179,2126]
ad-footnote: (Δημοσιεύεται μόνον κατόπιν ἐγγράφου ἐντολῆς) [1267,2287,1540,2301]
underwriting-institutions [885,2223,1540,2275]
prize-cell: » [1349,1058,1358,1074]
prize-cell: » » [1232,1108,1253,1124]
bank-name: ΑΓΡΟΤΙΚΗ ΤΡΑΠΕΖΑ ΤΗΣ ΕΛΛΑΔΟΣ [885,2040,1152,2056]
gold-coin-name: Αὐστρίας [645,568,680,578]
prize-cell [1114,1125,1232,1142]
article-title: ΝΕΑ ΔΙΑΜΑΡΤΥΡΙΑ ΔΙΑ ΤΑΣ ΔΙΩΞΕΙΣ ΤΩΝ ΕΦΗΜΕΡΙΔΩΝ [27,432,180,456]
column-news [637,8,821,2344]
gold-coin-price: 245,00 — 246,00 [748,550,813,560]
article-text: Ἀνακοινοῦται ὑπὸ τῆς ΔΕΗ ὅτι τὴν Κυριακὴν 17ην Μαρτίου θὰ διακοπῇ ἡ παροχὴ ἠλεκτρικοῦ ρεύματος λόγῳ ἐργασιῶν συντηρήσεως. [637,403,821,431]
institution-name: ΤΑΜΕΙΟΝ ΠΑΡΑΚΑΤΑΘΗΚΩΝ ΚΑΙ ΔΑΝΕΙΩΝ [885,2239,1208,2256]
article-text: Αἱ σχολικαὶ ἐπιτροπαὶ ἀνήγγειλαν τοὺς ἀγῶνας καλαθοσφαίρας καὶ πετοσφαίρας τῶν γυμνασίων τῆς πόλεως. [422,454,629,482]
redemption-period: » » » 1978—80 » » [957,1743,1091,1758]
gold-coin-name: Ἑλβετίας [645,531,680,541]
sports-two-columns [208,202,629,667]
article-divider [18,833,190,834]
article-text: Διὰ τὸν αὐριανὸν ἀγῶνα προσεκλήθησαν οἱ ποδοσφαιρισταί: Χατζηδόπουλος, Κεραμιδᾶς, Πετρόπουλος, Βασιλειάδης, Μαλλιώρης, Γιαννακόπουλος καὶ Χαριτωνίδης. [422,379,629,417]
lead-text: Ὁ ἀγὼν «Ἡρακλέους» καὶ «Ἀπεριακοῦ» ὡρίσθη διὰ τὴν 27ην Μαρτίου.— Οἱ ἀγῶνες Α΄ ἐθνικῆς κατηγορίας τῆς Κυριακῆς. [208,148,629,167]
article-title: ΔΙΑΚΟΠΗ ΠΑΡΟΧΗΣ ΗΛΕΚΤΡΙΚΟΥ ΡΕΥΜΑΤΟΣ ΕΙΣ ΤΗΝ ΒΟΡΕΙΟΝ ΕΛΛΑΔΑ [649,365,809,400]
ad-intro-paragraph: 1.— Τὸ Ἑλληνικὸν Δημόσιον, συμφώνως πρὸς τὸν Νόμον 4285) 1963 ἐκδίδει τὴν 30ὴν Μαρτίου 1963 δημοσίαν ἐγγραφὴν διὰ τῶν ἐν Ἀθήναις καὶ ταῖς ἐπαρχίαις ὑπογραφουσῶν τὴν παροῦσαν Τραπεζῶν καὶ Ὀργανισμῶν, Λαχειοφόρον Δάνειον 1.500.000.000 δραχμῶν. [850,562,1540,612]
article-text: Ἡ ἐπιτροπὴ πειθαρχίας τῆς Σ.Ε.Α. ἐπέβαλε ποινὰς εἰς ποδοσφαιριστὰς ὁμάδων τῆς Β΄ κατηγορίας διὰ ἀντιαθλητικὴν συμπεριφοράν. [208,502,415,529]
article-text: Ὁ Ἐμπορικὸς σύλλογος «Ἀθηνῶν» ἐπεσκέφθη τὸν ὑπουργὸν Ἐμπορίου καὶ συνεζήτησεν τὴν σύνδεσιν μὲ τὰς ὀργανώσεις τῆς Εὐρωπαϊκῆς Οἰκονομικῆς Κοινότητος. [637,139,821,176]
article-divider [647,95,811,96]
article-divider [647,874,811,875]
article-text: Τὴν προσεχῆ Κυριακὴν ὁ «Μακεδονικὸς» θὰ ἀγωνισθῇ φιλικῶς εἰς Σέρρας ἐναντίον τοῦ «Πανσερραϊκοῦ» διὰ τὴν καλυτέραν προετοιμασίαν. [422,319,629,347]
loan-advertisement [829,8,1560,2344]
article-divider [647,640,811,641]
bank-name: ΤΡΑΠΕΖΑ ΕΜΠΟΡΙΚΗΣ ΠΙΣΤΕΩΣ [885,2126,1125,2142]
article-text: Ἡ ἔνστασις ὑποβληθεῖσα ὑπὸ τοῦ «Ἄρεως» ἐξητάσθη ὑπὸ τῆς ἁρμοδίας ἐπιτροπῆς ἥτις ἀπεφάσισε τὴν ἐπανάληψιν τοῦ ἀγῶνος. [208,435,415,464]
subhead: ΑΙ ΗΜΕΡΙΔΕΣ ΤΟΥ ΚΑΥΤΑΝΤΖΟΓΛΕΙΟΥ [470,225,581,249]
